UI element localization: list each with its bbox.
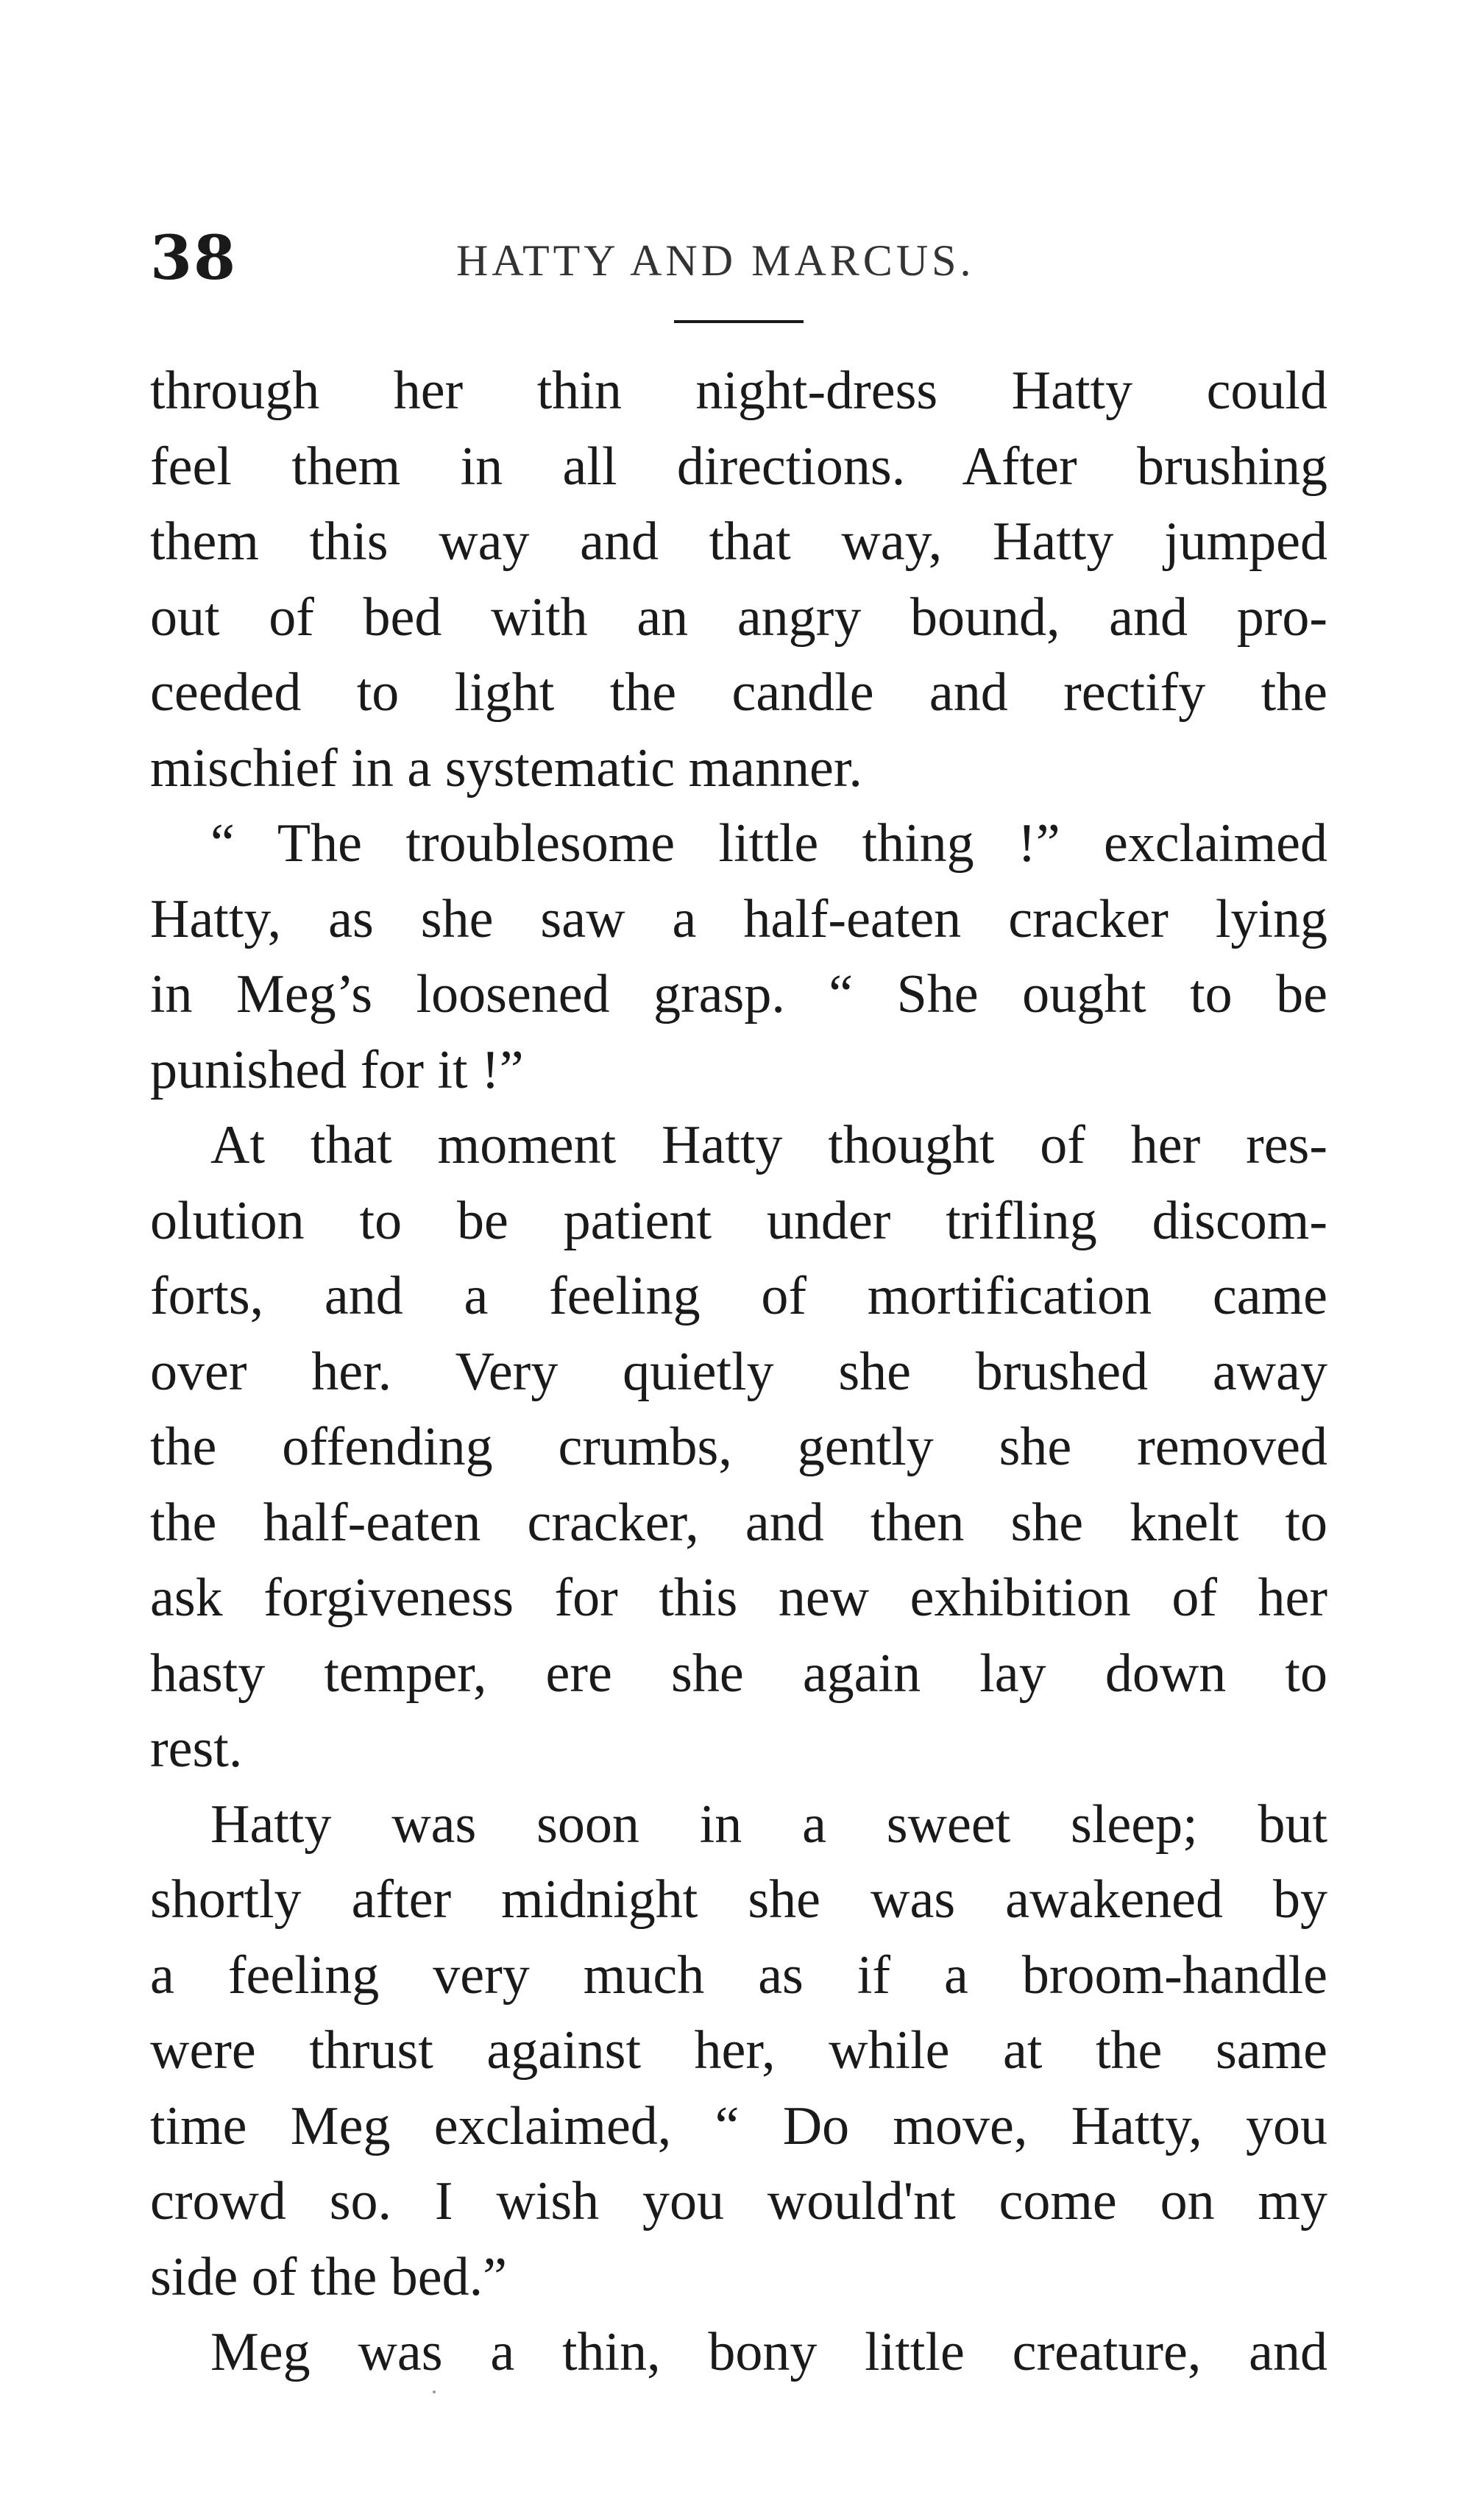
text-line: ask forgiveness for this new exhibition of her — [150, 1568, 1327, 1628]
text-line: a feeling very much as if a broom-handle — [150, 1944, 1327, 2006]
running-head: HATTY AND MARCUS. — [456, 236, 975, 285]
text-line: feel them in all directions. After brushing — [150, 436, 1327, 497]
text-line: in Meg’s loosened grasp. “ She ought to be — [150, 964, 1327, 1024]
text-line: forts, and a feeling of mortification came — [150, 1266, 1327, 1326]
text-line: “ The troublesome little thing !” exclaimed — [210, 813, 1327, 874]
body-text — [150, 353, 1327, 2390]
text-line: Hatty, as she saw a half-eaten cracker lying — [150, 888, 1327, 949]
text-line: were thrust against her, while at the same — [150, 2020, 1327, 2081]
text-line: ceeded to light the candle and rectify the — [150, 662, 1327, 723]
text-line: crowd so. I wish you would'nt come on my — [150, 2171, 1327, 2231]
text-line: the half-eaten cracker, and then she knelt to — [150, 1492, 1327, 1553]
text-line: through her thin night-dress Hatty could — [150, 361, 1327, 421]
text-line: hasty temper, ere she again lay down to — [150, 1643, 1327, 1704]
page-speck — [433, 2390, 436, 2393]
text-line: punished for it !” — [150, 1039, 524, 1100]
text-line: olution to be patient under trifling discom- — [150, 1190, 1327, 1251]
text-line: shortly after midnight she was awakened by — [150, 1869, 1327, 1930]
text-line: out of bed with an angry bound, and pro- — [150, 587, 1327, 648]
page-number: 38 — [150, 223, 238, 294]
text-line: rest. — [150, 1719, 243, 1779]
text-line: over her. Very quietly she brushed away — [150, 1341, 1327, 1402]
text-line: side of the bed.” — [150, 2246, 507, 2307]
text-line: Hatty was soon in a sweet sleep; but — [210, 1794, 1327, 1855]
text-line: time Meg exclaimed, “ Do move, Hatty, you — [150, 2095, 1327, 2156]
text-line: mischief in a systematic manner. — [150, 737, 862, 799]
text-line: Meg was a thin, bony little creature, and — [210, 2322, 1327, 2382]
text-line: the offending crumbs, gently she removed — [150, 1417, 1327, 1477]
text-line: At that moment Hatty thought of her res- — [210, 1115, 1327, 1175]
text-line: them this way and that way, Hatty jumped — [150, 512, 1327, 572]
header-rule — [674, 320, 804, 323]
